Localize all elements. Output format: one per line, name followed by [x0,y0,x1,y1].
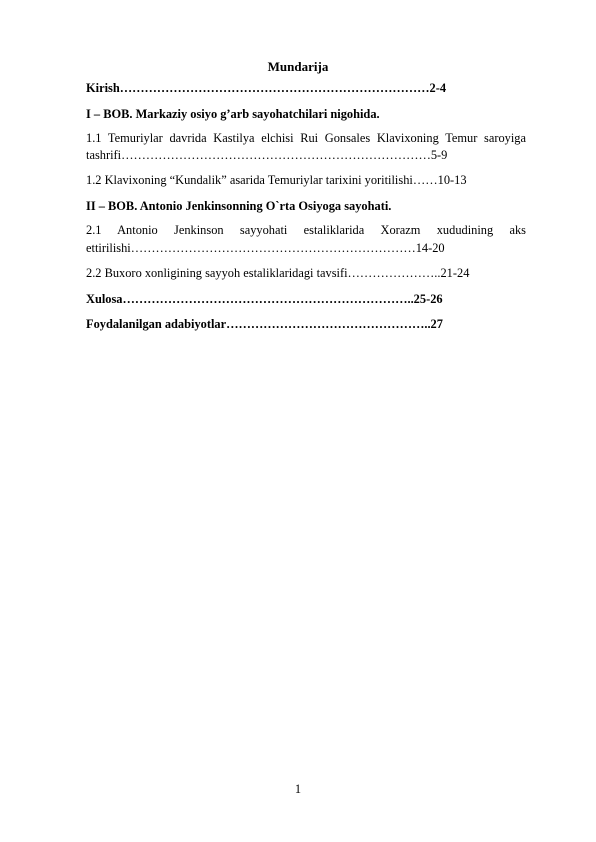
toc-entry-1-1-line-2: tashrifi…………………………………………………………………5-9 [86,148,448,162]
toc-entry-1-1-line-1: 1.1 Temuriylar davrida Kastilya elchisi Rui Gonsales Klavixoning Temur saroyiga [86,131,526,145]
toc-entry-chapter-1: I – BOB. Markaziy osiyo g’arb sayohatchilari nigohida. [86,107,380,121]
toc-entry-2-2: 2.2 Buxoro xonligining sayyoh estaliklaridagi tavsifi…………………..21-24 [86,266,470,280]
toc-entry-adabiyotlar: Foydalanilgan adabiyotlar…………………………………………..27 [86,317,443,331]
toc-entry-2-1-line-1: 2.1 Antonio Jenkinson sayyohati estaliklarida Xorazm xududining aks [86,223,526,237]
toc-entry-xulosa: Xulosa……………………………………………………………..25-26 [86,292,443,306]
page-number: 1 [294,782,302,796]
toc-entry-kirish: Kirish…………………………………………………………………2-4 [86,81,447,95]
toc-title: Mundarija [267,59,329,74]
toc-entry-chapter-2: II – BOB. Antonio Jenkinsonning O`rta Osiyoga sayohati. [86,199,392,213]
toc-entry-1-2: 1.2 Klavixoning “Kundalik” asarida Temuriylar tarixini yoritilishi……10-13 [86,173,467,187]
toc-entry-2-1-line-2: ettirilishi……………………………………………………………14-20 [86,241,445,255]
